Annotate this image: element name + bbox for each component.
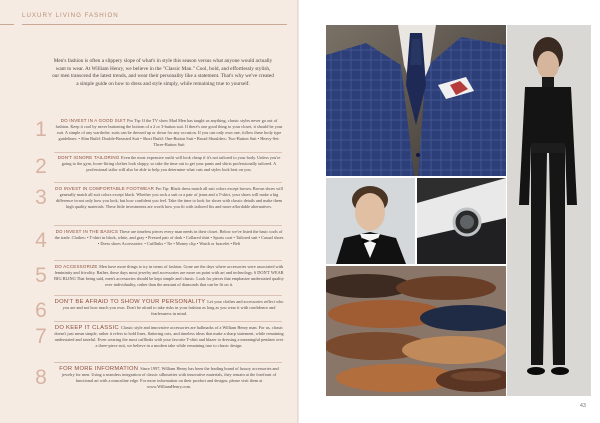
section-text: Classic style and innovative accessories are hallmarks of a William Henry man. For us, classic doesn't just mean simple, rather it refers to bold lines, flattering cuts, and timeless ideas that make a sharp statement, while remaining understated and tasteful. Even wearing the most cufflinks with your favorite T-shirt and blazer to dressing a meaningful pendant over a three-piece suit, we believe in a modern take while remaining true to classic design. xyxy=(54,325,284,349)
section-text: These are timeless pieces every man needs in their closet. Below we've listed the basic tools of the trade. Clothes: • T-shirt in black, white, and gray • Pressed pair of dark • Collared shirt • Sports coat • Tailored suit • Casual shoes • Dress shoes Accessories: • Cufflinks • Tie • Money clip • Watch or bracelet • Belt xyxy=(54,229,284,247)
section-number: 2 xyxy=(35,155,47,178)
section-body xyxy=(54,186,284,210)
cufflink-photo xyxy=(417,178,506,264)
section-text: Even the most expensive outfit will look cheap if it's not tailored to your body. Unless you're going to the gym, loose-fitting clothes look sloppy, so take the time out to get your pants and shirts professionally tailored. A professional tailor will also be able to help you determine what cuts and styles look best on you. xyxy=(61,155,281,173)
divider xyxy=(54,225,282,226)
cufflink-illustration xyxy=(417,178,506,264)
divider xyxy=(54,182,282,183)
section-heading: DO INVEST IN THE BASICS xyxy=(55,229,120,234)
dress-shoes-photo xyxy=(326,266,506,396)
section-header: LUXURY LIVING FASHION xyxy=(22,12,119,19)
divider xyxy=(54,260,282,261)
section-number: 7 xyxy=(35,325,47,348)
section-body xyxy=(54,229,284,247)
section-body xyxy=(54,155,284,173)
section-text: Let your clothes and accessories reflect who you are and not how much you own. Don't be afraid to take risks in your fashion as long as you wear it with confidence and fearlessness in mind. xyxy=(62,299,284,317)
divider xyxy=(54,152,282,153)
section-number: 6 xyxy=(35,299,47,322)
section-heading: DO INVEST IN A GOOD SUIT xyxy=(60,118,128,123)
section-number: 4 xyxy=(35,229,47,252)
section-body xyxy=(54,118,284,148)
divider xyxy=(54,362,282,363)
section-number: 5 xyxy=(35,264,47,287)
section-heading: DON'T IGNORE TAILORING xyxy=(57,155,122,160)
model-full-body-photo xyxy=(507,25,591,396)
portrait-illustration xyxy=(326,178,415,264)
section-text: Pro Tip: If the TV show Mad Men has taught us anything, classic styles never go out of fashion. Keep it cool by never buttoning the bottom of a 2 or 3-button suit. If there's one good thing to your closet, it should be your suit. A simple of any wardrobe, suits can be dressed up or down for any occasion. If you can only own one, follow these body type guidelines: • Slim Build: Double-Breasted Suit • Short Build: One-Button Suit • Broad Shoulders: Two-Button Suit • Heavy-Set: Three-Button Suit xyxy=(55,118,283,148)
header-rule xyxy=(22,24,287,25)
section-heading: DO KEEP IT CLASSIC xyxy=(54,325,121,331)
suit-illustration xyxy=(326,25,506,176)
section-text: Pro Tip: Black dress match all suit colors except brown. Brown shoes will generally match all suit colors except black. Whether you rock a suit or a pair of jeans and a T-shirt, your shoes will make a big difference in not only how you look, but how confident you feel. Take the time to look for shoes with classic details and make them high quality materials. These little investments are worth how you fit with tailored fits and more affordable alternatives. xyxy=(55,186,283,210)
section-body xyxy=(54,366,284,390)
right-page xyxy=(299,0,600,423)
section-text: Since 1997, William Henry has been the leading brand of luxury accessories and jewelry for men. Using a seamless integration of classic silhouettes with innovative materials, they remain at the forefront of functional art with a masculine edge. For more information on their product and designs, please visit them at www.WilliamHenry.com. xyxy=(61,366,279,390)
section-number: 3 xyxy=(35,186,47,209)
section-body xyxy=(54,299,284,317)
section-text: Men have more things to try in terms of fashion. Gone are the days where accessories were associated with femininity and frivolity. Rather, these days most jewelry and accessories are more on point with art and technology. 6 DON'T WEAR BIG BLING That being said, men's accessories should be kept simple and classic. Look for pieces that emphasize understated quality over individuality, rather than the amount of diamonds that can be fit on it. xyxy=(54,264,284,288)
model-illustration xyxy=(507,25,591,396)
divider xyxy=(54,295,282,296)
shoes-illustration xyxy=(326,266,506,396)
left-page xyxy=(0,0,299,423)
suit-pocket-square-photo xyxy=(326,25,506,176)
section-heading: DO INVEST IN COMFORTABLE FOOTWEAR xyxy=(55,186,156,191)
section-number: 1 xyxy=(35,118,47,141)
section-body xyxy=(54,264,284,288)
header-rule-left xyxy=(0,24,14,25)
intro-paragraph: Men's fashion is often a slippery slope of what's in style this season versus what anyone would actually want to wear. At William Henry, we believe in the "Classic Man." Cool, bold, and effortlessly stylish, our men transcend the latest trends, and wear their personality like a statement. That's why we've created a simple guide on how to dress and style simply, while remaining true to yourself. xyxy=(52,58,274,87)
bow-tie-portrait-photo xyxy=(326,178,415,264)
section-body xyxy=(54,325,284,349)
page-number: 43 xyxy=(579,403,586,409)
section-number: 8 xyxy=(35,366,47,389)
section-heading: DO ACCESSORIZE xyxy=(54,264,100,269)
section-heading: FOR MORE INFORMATION xyxy=(59,366,141,372)
section-heading: DON'T BE AFRAID TO SHOW YOUR PERSONALITY xyxy=(54,299,208,305)
divider xyxy=(54,321,282,322)
